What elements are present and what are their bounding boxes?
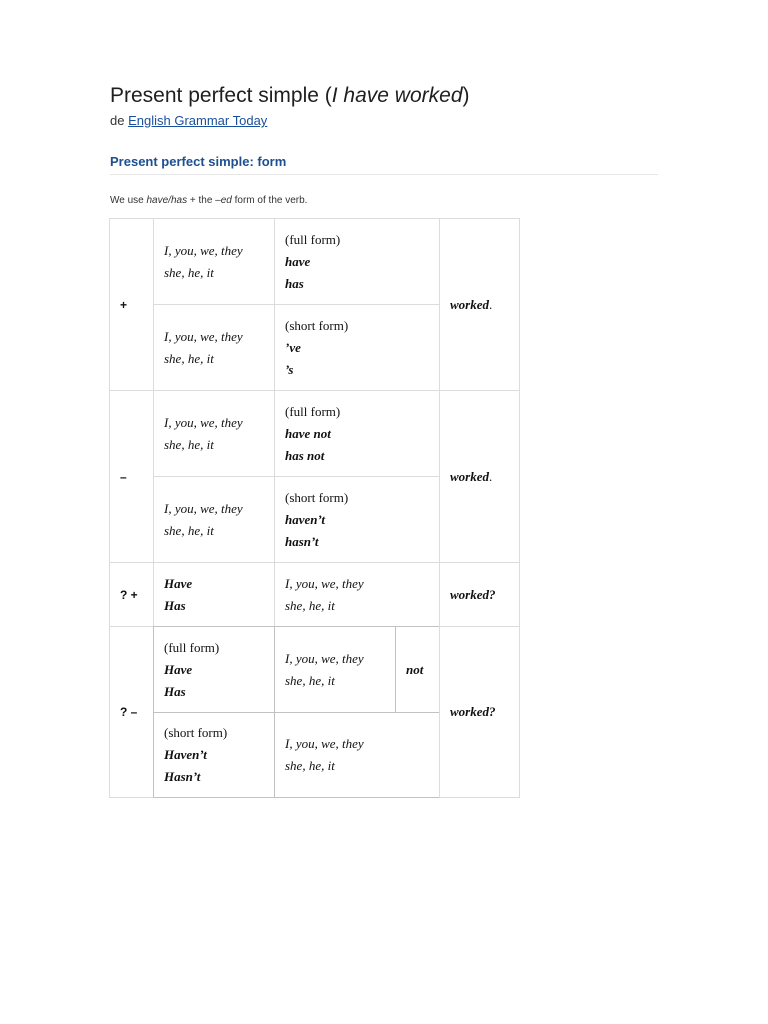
grammar-table <box>109 218 520 798</box>
affirmative-sign: + <box>120 297 128 312</box>
negative-verb: worked <box>450 468 489 484</box>
question-positive-sign: ? + <box>120 587 138 602</box>
subjects-line1: I, you, we, they <box>285 650 364 666</box>
subjects-line2: she, he, it <box>164 264 214 280</box>
source-link[interactable]: English Grammar Today <box>128 113 268 128</box>
source-prefix: de <box>110 113 125 128</box>
question-positive-has: Has <box>164 597 186 613</box>
subjects-line1: I, you, we, they <box>285 575 364 591</box>
negative-sign: – <box>120 469 127 484</box>
intro-part2: have/has <box>146 195 188 206</box>
full-form-label: (full form) <box>285 231 341 247</box>
page-title <box>110 84 470 108</box>
negative-full-form-cell <box>274 390 440 477</box>
subjects-line1: I, you, we, they <box>164 414 243 430</box>
negative-short-have: haven’t <box>285 511 325 527</box>
question-negative-full-subjects-cell <box>274 626 396 713</box>
question-negative-short-have: Haven’t <box>164 747 207 762</box>
question-negative-not-cell <box>395 626 440 713</box>
question-positive-aux-cell <box>153 562 275 627</box>
question-negative-short-aux-cell <box>153 712 275 798</box>
full-form-label: (full form) <box>285 403 341 419</box>
affirmative-full-have: have <box>285 253 311 269</box>
section-heading: Present perfect simple: form <box>110 154 287 169</box>
subjects-line1: I, you, we, they <box>164 500 243 516</box>
affirmative-short-form-cell <box>274 304 440 391</box>
subjects-line2: she, he, it <box>285 758 335 773</box>
question-negative-full-aux-cell <box>153 626 275 713</box>
full-form-label: (full form) <box>164 639 220 655</box>
question-negative-full-has: Has <box>164 683 186 699</box>
subjects-line2: she, he, it <box>164 436 214 452</box>
affirmative-verb-cell <box>439 218 520 391</box>
intro-part3: + the – <box>187 195 221 206</box>
question-positive-subjects-cell <box>274 562 440 627</box>
intro-text <box>110 195 307 206</box>
question-positive-verb: worked? <box>450 586 496 602</box>
subjects-line2: she, he, it <box>164 350 214 366</box>
negative-full-subjects-cell <box>153 390 275 477</box>
subjects-line2: she, he, it <box>164 522 214 538</box>
question-negative-verb: worked? <box>450 704 496 719</box>
question-negative-full-have: Have <box>164 661 193 677</box>
question-negative-not: not <box>406 661 424 677</box>
intro-part1: We use <box>110 195 147 206</box>
affirmative-short-have: ’ve <box>285 339 301 355</box>
section-divider <box>110 174 658 175</box>
negative-full-have: have not <box>285 425 331 441</box>
affirmative-period: . <box>489 296 493 312</box>
question-negative-sign-cell <box>109 626 154 798</box>
subjects-line2: she, he, it <box>285 672 335 688</box>
affirmative-verb: worked <box>450 296 489 312</box>
short-form-label: (short form) <box>285 317 349 333</box>
short-form-label: (short form) <box>285 489 349 505</box>
title-suffix: ) <box>462 84 470 107</box>
subjects-line2: she, he, it <box>285 597 335 613</box>
question-positive-verb-cell <box>439 562 520 627</box>
intro-part4: ed <box>220 195 232 206</box>
question-positive-have: Have <box>164 575 193 591</box>
question-negative-verb-cell <box>439 626 520 798</box>
negative-short-has: hasn’t <box>285 533 319 549</box>
negative-short-form-cell <box>274 476 440 563</box>
subjects-line1: I, you, we, they <box>164 242 243 258</box>
affirmative-short-subjects-cell <box>153 304 275 391</box>
title-italic: I have worked <box>331 84 463 107</box>
question-negative-sign: ? – <box>120 705 138 719</box>
question-negative-short-has: Hasn’t <box>164 769 201 784</box>
source-line <box>110 113 267 128</box>
title-prefix: Present perfect simple ( <box>110 84 332 107</box>
negative-full-has: has not <box>285 447 325 463</box>
affirmative-sign-cell <box>109 218 154 391</box>
affirmative-full-has: has <box>285 275 304 291</box>
intro-part5: form of the verb. <box>231 195 308 206</box>
affirmative-full-form-cell <box>274 218 440 305</box>
negative-verb-cell <box>439 390 520 563</box>
negative-short-subjects-cell <box>153 476 275 563</box>
short-form-label: (short form) <box>164 725 228 740</box>
question-negative-short-subjects-cell <box>274 712 440 798</box>
question-positive-sign-cell <box>109 562 154 627</box>
subjects-line1: I, you, we, they <box>164 328 243 344</box>
subjects-line1: I, you, we, they <box>285 736 364 751</box>
negative-sign-cell <box>109 390 154 563</box>
affirmative-short-has: ’s <box>285 361 294 377</box>
negative-period: . <box>489 468 493 484</box>
affirmative-full-subjects-cell <box>153 218 275 305</box>
